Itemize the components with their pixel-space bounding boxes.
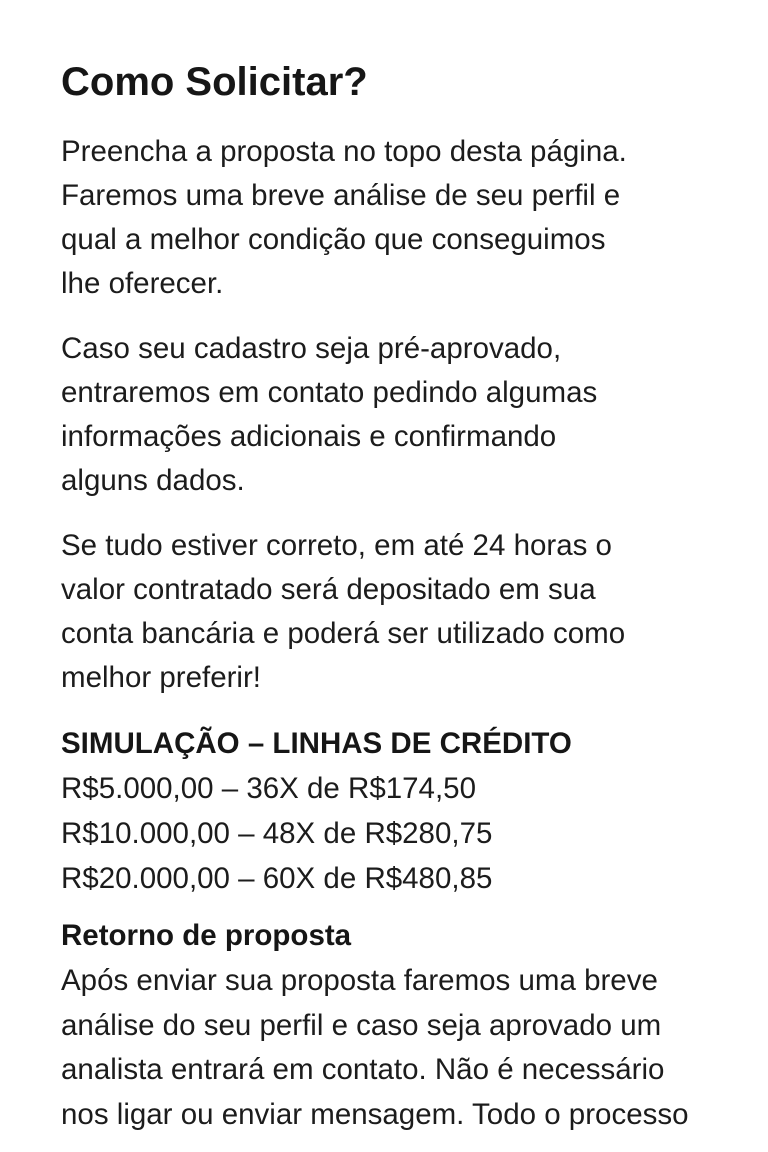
simulation-row: R$20.000,00 – 60X de R$480,85 bbox=[61, 862, 493, 895]
return-heading: Retorno de proposta bbox=[61, 919, 352, 952]
simulation-row: R$5.000,00 – 36X de R$174,50 bbox=[61, 772, 476, 805]
paragraph-line: Preencha a proposta no topo desta página. bbox=[61, 135, 627, 168]
return-line: análise do seu perfil e caso seja aprovado um bbox=[61, 1008, 662, 1042]
paragraph-line: Faremos uma breve análise de seu perfil e bbox=[61, 179, 621, 212]
paragraph-pre-approval bbox=[61, 327, 738, 503]
paragraph-line: valor contratado será depositado em sua bbox=[61, 573, 596, 606]
return-line: nos ligar ou enviar mensagem. Todo o processo bbox=[61, 1097, 689, 1131]
return-line: analista entrará em contato. Não é necessário bbox=[61, 1053, 665, 1086]
proposal-return-section bbox=[61, 913, 738, 1137]
paragraph-line: entraremos em contato pedindo algumas bbox=[61, 376, 598, 409]
simulation-heading: SIMULAÇÃO – LINHAS DE CRÉDITO bbox=[61, 727, 572, 760]
paragraph-deposit bbox=[61, 524, 738, 700]
paragraph-line: Caso seu cadastro seja pré-aprovado, bbox=[61, 332, 562, 365]
paragraph-line: Se tudo estiver correto, em até 24 horas o bbox=[61, 529, 612, 562]
credit-simulation bbox=[61, 721, 738, 901]
paragraph-line: qual a melhor condição que conseguimos bbox=[61, 223, 606, 256]
paragraph-line: conta bancária e poderá ser utilizado como bbox=[61, 617, 626, 650]
paragraph-line: melhor preferir! bbox=[61, 661, 262, 694]
paragraph-line: alguns dados. bbox=[61, 464, 245, 497]
paragraph-line: informações adicionais e confirmando bbox=[61, 420, 557, 453]
return-text bbox=[61, 959, 738, 1137]
simulation-row: R$10.000,00 – 48X de R$280,75 bbox=[61, 817, 493, 850]
return-line: Após enviar sua proposta faremos uma breve bbox=[61, 964, 658, 997]
paragraph-how-to-apply bbox=[61, 130, 738, 306]
paragraph-line: lhe oferecer. bbox=[61, 267, 224, 300]
page-title: Como Solicitar? bbox=[61, 60, 368, 104]
